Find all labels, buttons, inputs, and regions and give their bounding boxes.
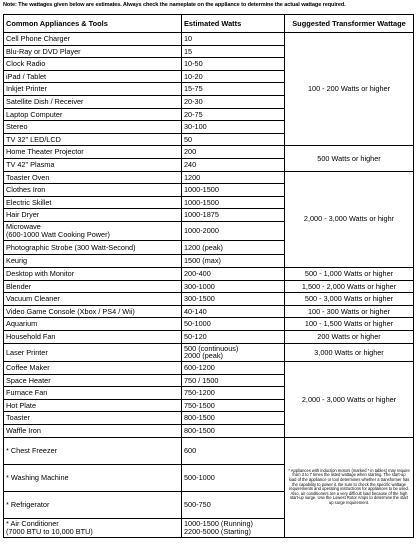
table-row bbox=[4, 293, 414, 306]
appliance-cell: Hair Dryer bbox=[4, 209, 182, 222]
watts-cell: 240 bbox=[182, 158, 285, 171]
appliance-cell: iPad / Tablet bbox=[4, 70, 182, 83]
appliance-cell: TV 32" LED/LCD bbox=[4, 133, 182, 146]
watts-cell: 750 / 1500 bbox=[182, 374, 285, 387]
table-row bbox=[4, 305, 414, 318]
header-estimated-watts: Estimated Watts bbox=[182, 15, 285, 33]
watts-cell: 1000-1500 bbox=[182, 196, 285, 209]
induction-motor-note: * Appliances with induction motors (marked * in tables) may require from 3 to 7 times the listed wattage when starting. The start-up load of the appliance or tool determines whether a transformer has the capability to power it. Be sure to check the specific wattage requirements and operating instructions for appliances to be used. Also, air conditioners are a very difficult load because of the high start-up surge. Use the Lowest Rotor Amps to determine the start up surge requirement. bbox=[285, 437, 414, 537]
appliance-cell: Cell Phone Charger bbox=[4, 33, 182, 46]
appliance-cell: Household Fan bbox=[4, 330, 182, 343]
appliance-cell: Toaster Oven bbox=[4, 171, 182, 184]
watts-cell: 500 (continuous) 2000 (peak) bbox=[182, 343, 285, 362]
appliance-cell: Keurig bbox=[4, 255, 182, 268]
transformer-wattage-cell: 2,000 - 3,000 Watts or highr bbox=[285, 171, 414, 267]
table-body bbox=[4, 33, 414, 538]
wattage-table bbox=[3, 14, 414, 538]
watts-cell: 10-50 bbox=[182, 58, 285, 71]
appliance-cell: Space Heater bbox=[4, 374, 182, 387]
watts-cell: 200 bbox=[182, 146, 285, 159]
watts-cell: 40-140 bbox=[182, 305, 285, 318]
watts-cell: 15 bbox=[182, 45, 285, 58]
transformer-wattage-cell: 1,500 - 2,000 Watts or higher bbox=[285, 280, 414, 293]
appliance-cell: Furnace Fan bbox=[4, 387, 182, 400]
watts-cell: 800-1500 bbox=[182, 412, 285, 425]
watts-cell: 300-1000 bbox=[182, 280, 285, 293]
appliance-cell: Blu-Ray or DVD Player bbox=[4, 45, 182, 58]
watts-cell: 300-1500 bbox=[182, 293, 285, 306]
watts-cell: 1200 (peak) bbox=[182, 240, 285, 255]
appliance-cell: * Air Conditioner (7000 BTU to 10,000 BTU) bbox=[4, 518, 182, 537]
transformer-wattage-cell: 200 Watts or higher bbox=[285, 330, 414, 343]
appliance-cell: Desktop with Monitor bbox=[4, 268, 182, 281]
watts-cell: 15-75 bbox=[182, 83, 285, 96]
table-row bbox=[4, 330, 414, 343]
watts-cell: 1000-1500 bbox=[182, 184, 285, 197]
appliance-cell: Laser Printer bbox=[4, 343, 182, 362]
watts-cell: 500-1000 bbox=[182, 464, 285, 491]
watts-cell: 50 bbox=[182, 133, 285, 146]
transformer-wattage-cell: 3,000 Watts or higher bbox=[285, 343, 414, 362]
appliance-cell: Microwave (600-1000 Watt Cooking Power) bbox=[4, 221, 182, 240]
transformer-wattage-cell: 2,000 - 3,000 Watts or higher bbox=[285, 362, 414, 438]
transformer-wattage-cell: 100 - 1,500 Watts or higher bbox=[285, 318, 414, 331]
transformer-wattage-cell: 500 - 3,000 Watts or higher bbox=[285, 293, 414, 306]
table-row bbox=[4, 318, 414, 331]
appliance-cell: Video Game Console (Xbox / PS4 / Wii) bbox=[4, 305, 182, 318]
table-row bbox=[4, 171, 414, 184]
table-row bbox=[4, 437, 414, 464]
watts-cell: 1000-2000 bbox=[182, 221, 285, 240]
watts-cell: 800-1500 bbox=[182, 425, 285, 438]
table-row bbox=[4, 268, 414, 281]
watts-cell: 1000-1875 bbox=[182, 209, 285, 222]
watts-cell: 600 bbox=[182, 437, 285, 464]
table-row bbox=[4, 343, 414, 362]
watts-cell: 30-100 bbox=[182, 121, 285, 134]
watts-cell: 500-750 bbox=[182, 491, 285, 518]
appliance-cell: * Chest Freezer bbox=[4, 437, 182, 464]
header-appliances: Common Appliances & Tools bbox=[4, 15, 182, 33]
appliance-cell: Hot Plate bbox=[4, 399, 182, 412]
appliance-cell: Clock Radio bbox=[4, 58, 182, 71]
watts-cell: 1000-1500 (Running) 2200-5000 (Starting) bbox=[182, 518, 285, 537]
watts-cell: 1500 (max) bbox=[182, 255, 285, 268]
appliance-cell: Photographic Strobe (300 Watt-Second) bbox=[4, 240, 182, 255]
appliance-cell: Clothes Iron bbox=[4, 184, 182, 197]
appliance-cell: * Refrigerator bbox=[4, 491, 182, 518]
watts-cell: 10 bbox=[182, 33, 285, 46]
appliance-cell: * Washing Machine bbox=[4, 464, 182, 491]
watts-cell: 20-75 bbox=[182, 108, 285, 121]
transformer-wattage-cell: 100 - 200 Watts or higher bbox=[285, 33, 414, 146]
watts-cell: 20-30 bbox=[182, 95, 285, 108]
table-row bbox=[4, 280, 414, 293]
watts-cell: 750-1500 bbox=[182, 399, 285, 412]
appliance-cell: Electric Skillet bbox=[4, 196, 182, 209]
watts-cell: 750-1200 bbox=[182, 387, 285, 400]
appliance-cell: Inkjet Printer bbox=[4, 83, 182, 96]
appliance-cell: Toaster bbox=[4, 412, 182, 425]
table-header-row bbox=[4, 15, 414, 33]
table-row bbox=[4, 146, 414, 159]
appliance-cell: Blender bbox=[4, 280, 182, 293]
table-row bbox=[4, 362, 414, 375]
transformer-wattage-cell: 100 - 300 Watts or higher bbox=[285, 305, 414, 318]
appliance-cell: Vacuum Cleaner bbox=[4, 293, 182, 306]
watts-cell: 200-400 bbox=[182, 268, 285, 281]
watts-cell: 1200 bbox=[182, 171, 285, 184]
transformer-wattage-cell: 500 - 1,000 Watts or higher bbox=[285, 268, 414, 281]
appliance-cell: Aquarium bbox=[4, 318, 182, 331]
header-transformer-wattage: Suggested Transformer Wattage bbox=[285, 15, 414, 33]
appliance-cell: Stereo bbox=[4, 121, 182, 134]
appliance-cell: TV 42" Plasma bbox=[4, 158, 182, 171]
watts-cell: 50-1000 bbox=[182, 318, 285, 331]
appliance-cell: Home Theater Projector bbox=[4, 146, 182, 159]
table-row bbox=[4, 33, 414, 46]
appliance-cell: Laptop Computer bbox=[4, 108, 182, 121]
watts-cell: 50-120 bbox=[182, 330, 285, 343]
watts-cell: 600-1200 bbox=[182, 362, 285, 375]
watts-cell: 10-20 bbox=[182, 70, 285, 83]
appliance-cell: Waffle Iron bbox=[4, 425, 182, 438]
appliance-cell: Satellite Dish / Receiver bbox=[4, 95, 182, 108]
appliance-cell: Coffee Maker bbox=[4, 362, 182, 375]
document-note: Note: The wattages given below are estimates. Always check the nameplate on the appliance to determine the actual wattage required. bbox=[3, 2, 346, 8]
transformer-wattage-cell: 500 Watts or higher bbox=[285, 146, 414, 171]
